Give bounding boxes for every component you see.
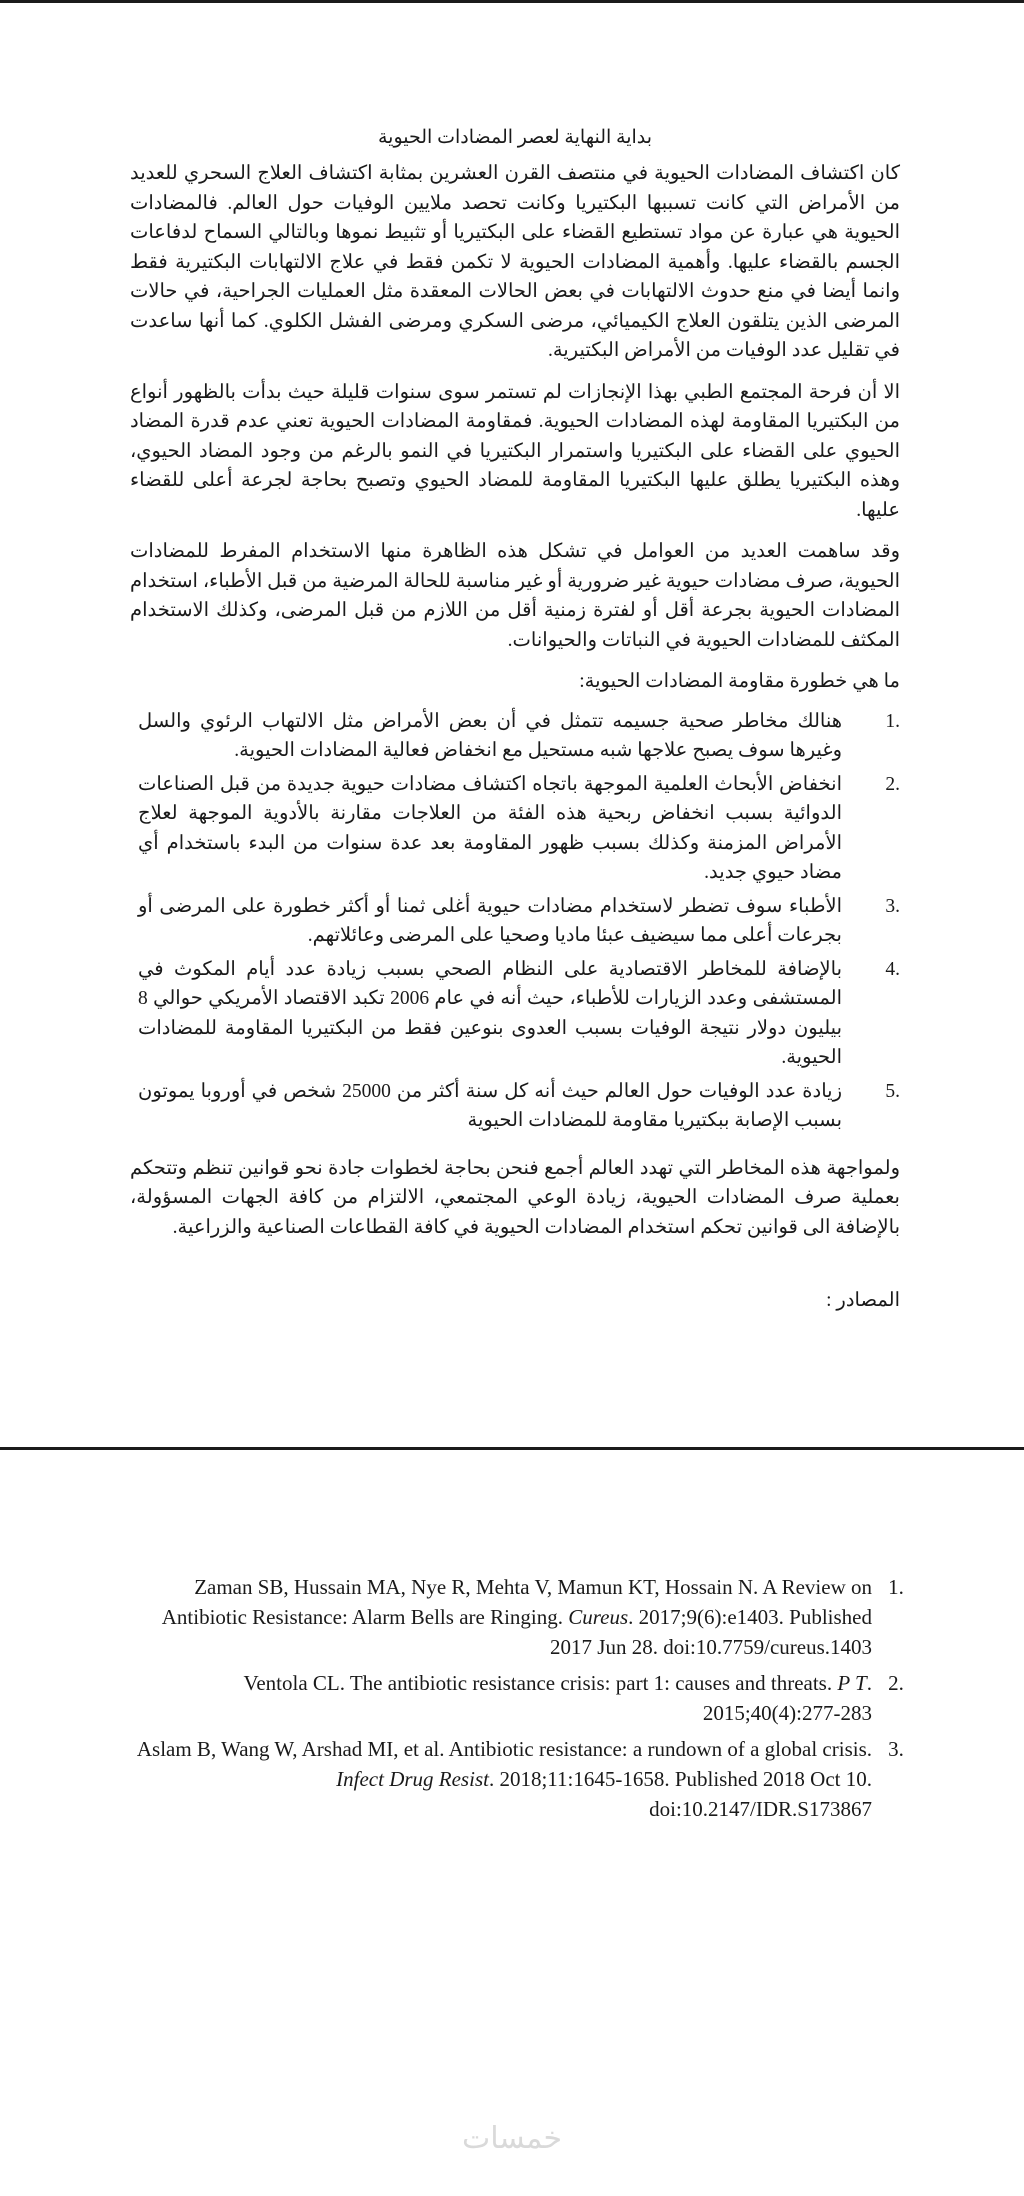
- list-item: [130, 892, 900, 951]
- reference-item: [120, 1668, 920, 1728]
- watermark-logo: خمسات: [461, 2121, 563, 2156]
- list-item-number: .5: [885, 1080, 900, 1102]
- reference-text: [120, 1668, 872, 1728]
- reference-number: .1: [888, 1575, 904, 1599]
- list-item-number: .4: [885, 958, 900, 980]
- resistance-paragraph: الا أن فرحة المجتمع الطبي بهذا الإنجازات لم تستمر سوى سنوات قليلة حيث بدأت بالظهور أنواع من البكتيريا المقاومة لهذه المضادات الحيوية. فمقاومة المضادات الحيوية تعني عدم قدرة المضاد الحيوي على القضاء على البكتيريا واستمرار البكتيريا في النمو بالرغم من وجود المضاد الحيوي، وهذه البكتيريا يطلق عليها البكتيريا المقاومة للمضاد الحيوي وتصبح بحاجة لجرعة أعلى للقضاء عليها.: [130, 381, 900, 521]
- page-divider: [0, 1447, 1024, 1450]
- reference-authors-title: Zaman SB, Hussain MA, Nye R, Mehta V, Mamun KT, Hossain N. A Review on Antibiotic Resistance: Alarm Bells are Ringing.: [161, 1575, 872, 1629]
- list-item-text: بالإضافة للمخاطر الاقتصادية على النظام الصحي بسبب زيادة عدد أيام المكوث في المستشفى وعدد الزيارات للأطباء، حيث أنه في عام 2006 تكبد الاقتصاد الأمريكي حوالي 8 بيليون دولار نتيجة الوفيات بسبب العدوى بنوعين فقط من البكتيريا المقاومة للمضادات الحيوية.: [138, 958, 843, 1068]
- reference-details: . 2017;9(6):e1403. Published 2017 Jun 28. doi:10.7759/cureus.1403: [550, 1605, 872, 1659]
- reference-text: [120, 1734, 872, 1824]
- list-item: [130, 955, 900, 1073]
- risks-list: [130, 707, 900, 1136]
- reference-number: .2: [888, 1671, 904, 1695]
- reference-details: . 2018;11:1645-1658. Published 2018 Oct 10. doi:10.2147/IDR.S173867: [488, 1767, 872, 1821]
- intro-paragraph: كان اكتشاف المضادات الحيوية في منتصف القرن العشرين بمثابة اكتشاف العلاج السحري للعديد من الأمراض التي كانت تسببها البكتيريا وكانت تحصد ملايين الوفيات حول العالم. فالمضادات الحيوية هي عبارة عن مواد تستطيع القضاء على البكتيريا أو تثبيط نموها وبالتالي السماح لدفاعات الجسم بالقضاء عليها. وأهمية المضادات الحيوية لا تكمن فقط في علاج الالتهابات البكتيرية فقط وانما أيضا في منع حدوث الالتهابات في بعض الحالات المعقدة مثل العمليات الجراحية، في حالات المرضى الذين يتلقون العلاج الكيميائي، مرضى السكري ومرضى الفشل الكلوي. كما أنها ساعدت في تقليل عدد الوفيات من الأمراض البكتيرية.: [130, 163, 900, 361]
- list-item-text: هنالك مخاطر صحية جسيمه تتمثل في أن بعض الأمراض مثل الالتهاب الرئوي والسل وغيرها سوف يصبح علاجها شبه مستحيل مع انخفاض فعالية المضادات الحيوية.: [138, 710, 842, 761]
- reference-authors-title: Ventola CL. The antibiotic resistance crisis: part 1: causes and threats.: [243, 1671, 838, 1695]
- reference-journal: P T: [837, 1671, 867, 1695]
- list-item: [130, 1077, 900, 1136]
- sources-label: المصادر :: [826, 1290, 900, 1311]
- reference-text: [120, 1572, 872, 1662]
- list-item-number: .3: [885, 895, 900, 917]
- reference-number: .3: [888, 1737, 904, 1761]
- list-item: [130, 707, 900, 766]
- reference-authors-title: Aslam B, Wang W, Arshad MI, et al. Antibiotic resistance: a rundown of a global crisis.: [136, 1737, 872, 1761]
- risks-heading: ما هي خطورة مقاومة المضادات الحيوية:: [579, 671, 900, 692]
- reference-journal: Cureus: [568, 1605, 629, 1629]
- reference-journal: Infect Drug Resist: [336, 1767, 489, 1791]
- article-title: بداية النهاية لعصر المضادات الحيوية: [377, 127, 653, 148]
- reference-details: . 2015;40(4):277-283: [702, 1671, 872, 1725]
- list-item: [130, 770, 900, 888]
- list-item-text: الأطباء سوف تضطر لاستخدام مضادات حيوية أغلى ثمنا أو أكثر خطورة على المرضى أو بجرعات أعلى مما سيضيف عبئا ماديا وصحيا على المرضى وعائلاتهم.: [138, 895, 842, 946]
- list-item-number: .1: [885, 710, 900, 732]
- reference-item: [120, 1734, 920, 1824]
- causes-paragraph: وقد ساهمت العديد من العوامل في تشكل هذه الظاهرة منها الاستخدام المفرط للمضادات الحيوية، صرف مضادات حيوية غير ضرورية أو غير مناسبة للحالة المرضية من قبل الأطباء، استخدام المضادات الحيوية بجرعة أقل أو لفترة زمنية أقل من اللازم من قبل المرضى، وكذلك الاستخدام المكثف للمضادات الحيوية في النباتات والحيوانات.: [130, 541, 900, 651]
- list-item-number: .2: [885, 773, 900, 795]
- references-list: [120, 1572, 920, 1830]
- list-item-text: زيادة عدد الوفيات حول العالم حيث أنه كل سنة أكثر من 25000 شخص في أوروبا يموتون بسبب الإصابة ببكتيريا مقاومة للمضادات الحيوية: [138, 1080, 842, 1131]
- list-item-text: انخفاض الأبحاث العلمية الموجهة باتجاه اكتشاف مضادات حيوية جديدة من قبل الصناعات الدوائية بسبب انخفاض ربحية هذه الفئة من العلاجات مقارنة بالأدوية الموجهة لعلاج الأمراض المزمنة وكذلك بسبب ظهور المقاومة بعد عدة سنوات من البدء باستخدام أي مضاد حيوي جديد.: [138, 773, 842, 883]
- article-page: [130, 126, 900, 1312]
- reference-item: [120, 1572, 920, 1662]
- conclusion-paragraph: ولمواجهة هذه المخاطر التي تهدد العالم أجمع فنحن بحاجة لخطوات جادة نحو قوانين تنظم وتتحكم بعملية صرف المضادات الحيوية، زيادة الوعي المجتمعي، الالتزام من كافة الجهات المسؤولة، بالإضافة الى قوانين تحكم استخدام المضادات الحيوية في كافة القطاعات الصناعية والزراعية.: [130, 1157, 900, 1238]
- top-page-edge: [0, 0, 1024, 3]
